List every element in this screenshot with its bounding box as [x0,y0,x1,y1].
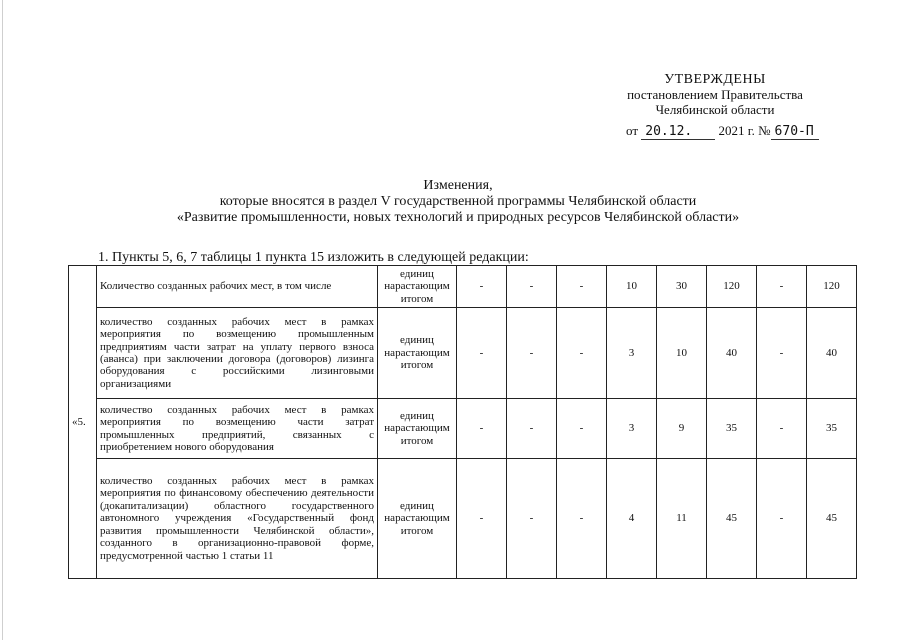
value-cell: - [757,459,807,579]
value-cell: - [457,459,507,579]
value-cell: 11 [657,459,707,579]
table-row [69,308,857,399]
value-cell: 45 [707,459,757,579]
value-cell: 35 [807,399,857,459]
value-cell: - [557,266,607,308]
value-cell: - [557,459,607,579]
page-edge-line [2,0,3,640]
row-description: Количество созданных рабочих мест, в том числе [97,266,378,308]
value-cell: 40 [807,308,857,399]
row-unit: единиц нарастающим итогом [378,399,457,459]
approval-date-line [626,123,819,140]
value-cell: - [457,266,507,308]
value-cell: - [507,399,557,459]
value-cell: 10 [607,266,657,308]
value-cell: 30 [657,266,707,308]
approval-line-1: постановлением Правительства [627,87,803,102]
approval-title: УТВЕРЖДЕНЫ [664,72,766,87]
row-description: количество созданных рабочих мест в рамках мероприятия по возмещению части затрат промышленных предприятий, связанных с приобретением нового оборудования [97,399,378,459]
value-cell: 120 [707,266,757,308]
table-row [69,266,857,308]
handwritten-date: 20.12. [641,124,715,140]
date-prefix: от [626,123,639,138]
row-description: количество созданных рабочих мест в рамках мероприятия по возмещению промышленным предприятиям части затрат на уплату первого взноса (аванса) при заключении договора (договоров) лизинга оборудования с российскими лизинговыми организациями [97,308,378,399]
value-cell: 35 [707,399,757,459]
value-cell: - [557,308,607,399]
year-text: 2021 г. № [718,123,771,138]
value-cell: - [457,399,507,459]
row-unit: единиц нарастающим итогом [378,266,457,308]
value-cell: 4 [607,459,657,579]
value-cell: - [457,308,507,399]
heading-line-3: «Развитие промышленности, новых технологий и природных ресурсов Челябинской области» [176,210,740,225]
value-cell: 3 [607,308,657,399]
value-cell: 9 [657,399,707,459]
value-cell: 45 [807,459,857,579]
intro-paragraph: 1. Пункты 5, 6, 7 таблицы 1 пункта 15 изложить в следующей редакции: [98,250,529,265]
heading-line-2: которые вносятся в раздел V государственной программы Челябинской области [219,194,697,209]
value-cell: - [507,266,557,308]
document-heading [100,178,816,226]
row-unit: единиц нарастающим итогом [378,308,457,399]
indicators-table [68,265,857,579]
value-cell: 40 [707,308,757,399]
value-cell: 10 [657,308,707,399]
row-unit: единиц нарастающим итогом [378,459,457,579]
approval-block [590,72,840,117]
table-row [69,399,857,459]
table-row [69,459,857,579]
value-cell: - [757,308,807,399]
value-cell: - [557,399,607,459]
item-number: «5. [69,266,97,579]
handwritten-number: 670-П [771,124,819,140]
value-cell: - [507,459,557,579]
heading-line-1: Изменения, [423,178,493,193]
value-cell: 3 [607,399,657,459]
value-cell: - [757,266,807,308]
approval-line-2: Челябинской области [655,102,775,117]
value-cell: - [757,399,807,459]
row-description: количество созданных рабочих мест в рамках мероприятия по финансовому обеспечению деятельности (докапитализации) областного государственного автономного учреждения «Государственный фонд развития промышленности Челябинской области», созданного в организационно-правовой форме, предусмотренной частью 1 статьи 11 [97,459,378,579]
value-cell: - [507,308,557,399]
value-cell: 120 [807,266,857,308]
